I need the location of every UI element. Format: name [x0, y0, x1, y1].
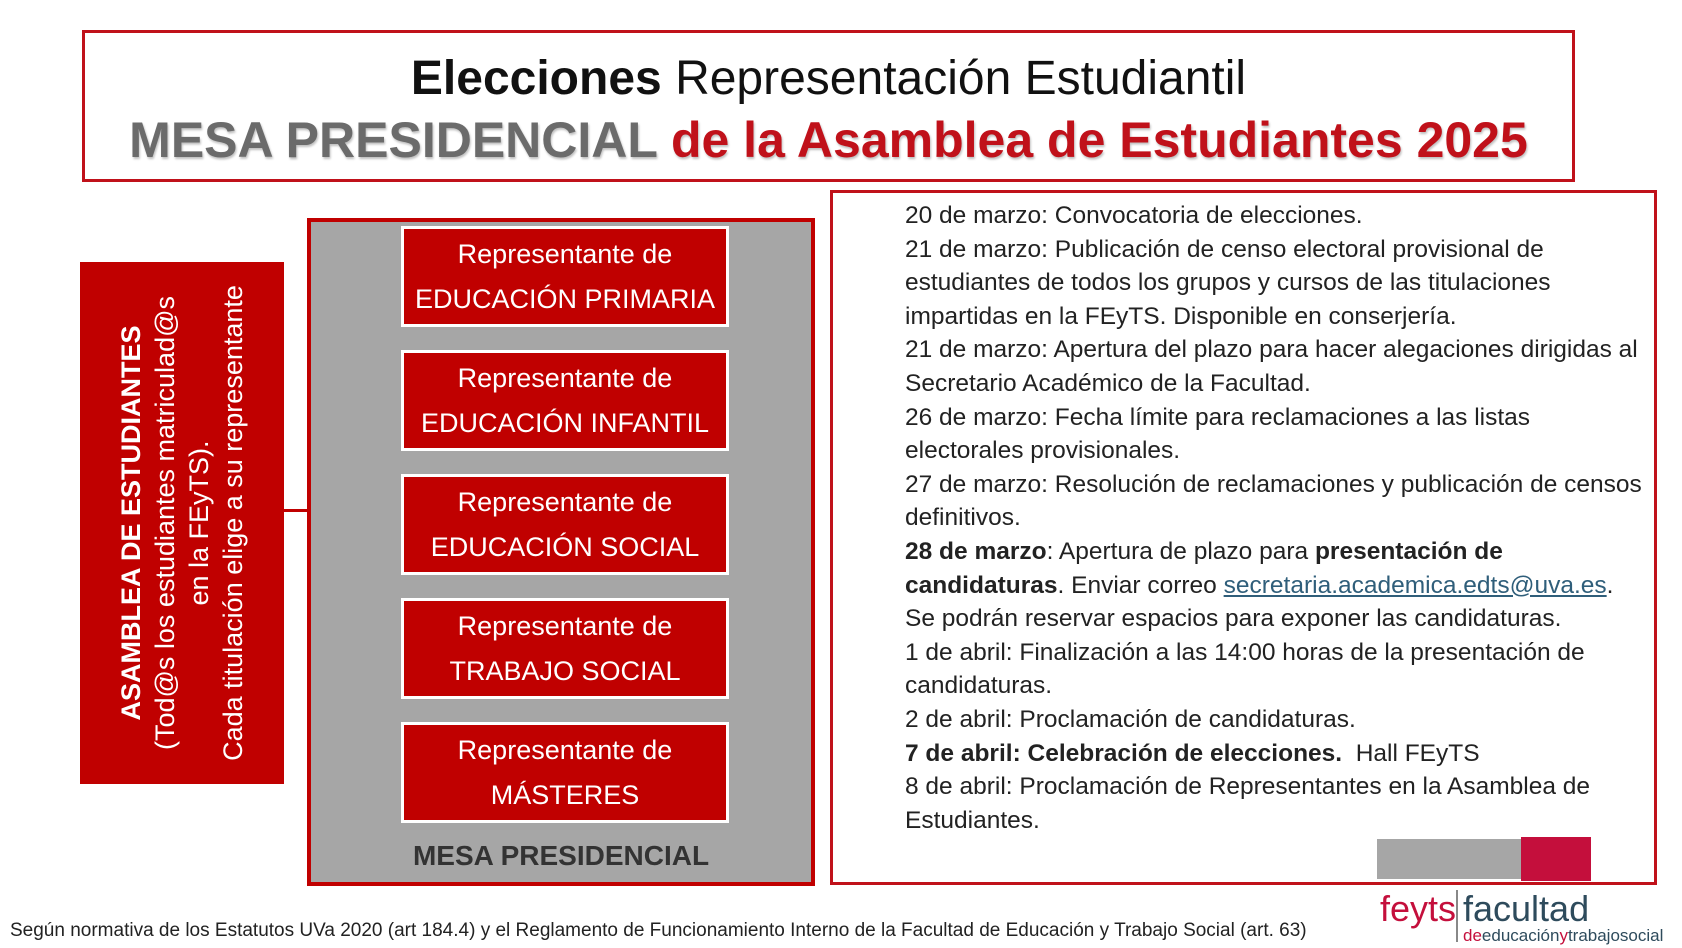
rep-box-trabajo-social — [401, 598, 729, 699]
assembly-line2: (Tod@s los estudiantes matriculad@s — [150, 296, 180, 751]
logo-sub-de: de — [1463, 926, 1482, 945]
calendar-text: . Enviar correo — [1057, 571, 1224, 599]
logo-subtitle — [1463, 926, 1663, 946]
calendar-item: 2 de abril: Proclamación de candidaturas. — [905, 705, 1356, 733]
rep-prefix: Representante de — [457, 611, 673, 641]
rep-box-social — [401, 474, 729, 575]
rep-box-masteres — [401, 722, 729, 823]
title-line1 — [85, 51, 1572, 106]
mesa-label: MESA PRESIDENCIAL — [412, 840, 710, 871]
feyts-logo — [1377, 837, 1677, 947]
assembly-line3: en la FEyTS). — [184, 440, 214, 606]
rep-box-primaria — [401, 226, 729, 327]
calendar-text: : Apertura de plazo para — [1046, 537, 1315, 565]
rep-name: EDUCACIÓN PRIMARIA — [414, 284, 716, 314]
subtitle-gray: MESA PRESIDENCIAL — [129, 112, 658, 168]
logo-sub-trabajo: trabajosocial — [1567, 926, 1664, 945]
calendar-item: 21 de marzo: Apertura del plazo para hacer alegaciones dirigidas al Secretario Académico de la Facultad. — [905, 336, 1638, 397]
subtitle-line — [85, 111, 1572, 169]
rep-prefix: Representante de — [457, 487, 673, 517]
rep-name: EDUCACIÓN SOCIAL — [430, 532, 700, 562]
calendar-bold-text: 7 de abril: Celebración de elecciones. — [905, 739, 1343, 767]
title-rest: Representación Estudiantil — [675, 52, 1247, 105]
rep-name: TRABAJO SOCIAL — [449, 656, 681, 686]
calendar-box — [830, 190, 1657, 885]
mesa-presidencial-box — [307, 218, 815, 886]
subtitle-red: de la Asamblea de Estudiantes 2025 — [670, 112, 1528, 168]
assembly-text — [114, 273, 250, 773]
title-bold: Elecciones — [410, 52, 662, 105]
calendar-item: 26 de marzo: Fecha límite para reclamaciones a las listas electorales provisionales. — [905, 403, 1531, 465]
footnote: Según normativa de los Estatutos UVa 2020 (art 184.4) y el Reglamento de Funcionamiento Interno de la Facultad de Educación y Trabajo Social (art. 63) — [10, 920, 1307, 941]
logo-bar-red — [1521, 837, 1591, 881]
calendar-bold-text: presentación de candidaturas — [905, 537, 1503, 599]
assembly-box — [80, 262, 284, 784]
calendar-item — [905, 535, 1645, 636]
calendar-item: 1 de abril: Finalización a las 14:00 horas de la presentación de candidaturas. — [905, 638, 1585, 700]
rep-prefix: Representante de — [457, 735, 673, 765]
title-box — [82, 30, 1575, 182]
logo-sub-y: y — [1559, 926, 1568, 945]
logo-word-facultad: facultad — [1463, 888, 1590, 929]
calendar-item: 20 de marzo: Convocatoria de elecciones. — [905, 202, 1363, 229]
calendar-item: 27 de marzo: Resolución de reclamaciones y publicación de censos definitivos. — [905, 470, 1642, 532]
rep-name: EDUCACIÓN INFANTIL — [420, 408, 710, 438]
assembly-heading: ASAMBLEA DE ESTUDIANTES — [116, 325, 146, 721]
email-link[interactable]: secretaria.academica.edts@uva.es — [1223, 571, 1607, 599]
assembly-line4: Cada titulación elige a su representante — [218, 285, 248, 761]
rep-prefix: Representante de — [457, 239, 673, 269]
calendar-list — [905, 199, 1645, 837]
calendar-text: . Se podrán reservar espacios para exponer las candidaturas. — [905, 571, 1614, 633]
rep-box-infantil — [401, 350, 729, 451]
rep-prefix: Representante de — [457, 363, 673, 393]
logo-separator — [1456, 890, 1458, 942]
calendar-text: Hall FEyTS — [1342, 739, 1480, 767]
logo-word-feyts: feyts — [1380, 888, 1457, 929]
calendar-item: 8 de abril: Proclamación de Representantes en la Asamblea de Estudiantes. — [905, 773, 1591, 834]
logo-bar-gray — [1377, 839, 1521, 879]
logo-sub-educacion: educación — [1481, 926, 1560, 945]
calendar-item — [905, 737, 1645, 771]
calendar-date: 28 de marzo — [905, 537, 1047, 565]
calendar-item: 21 de marzo: Publicación de censo electoral provisional de estudiantes de todos los grupos y cursos de las titulaciones impartidas en la FEyTS. Disponible en conserjería. — [905, 235, 1551, 330]
rep-name: MÁSTERES — [490, 780, 640, 810]
